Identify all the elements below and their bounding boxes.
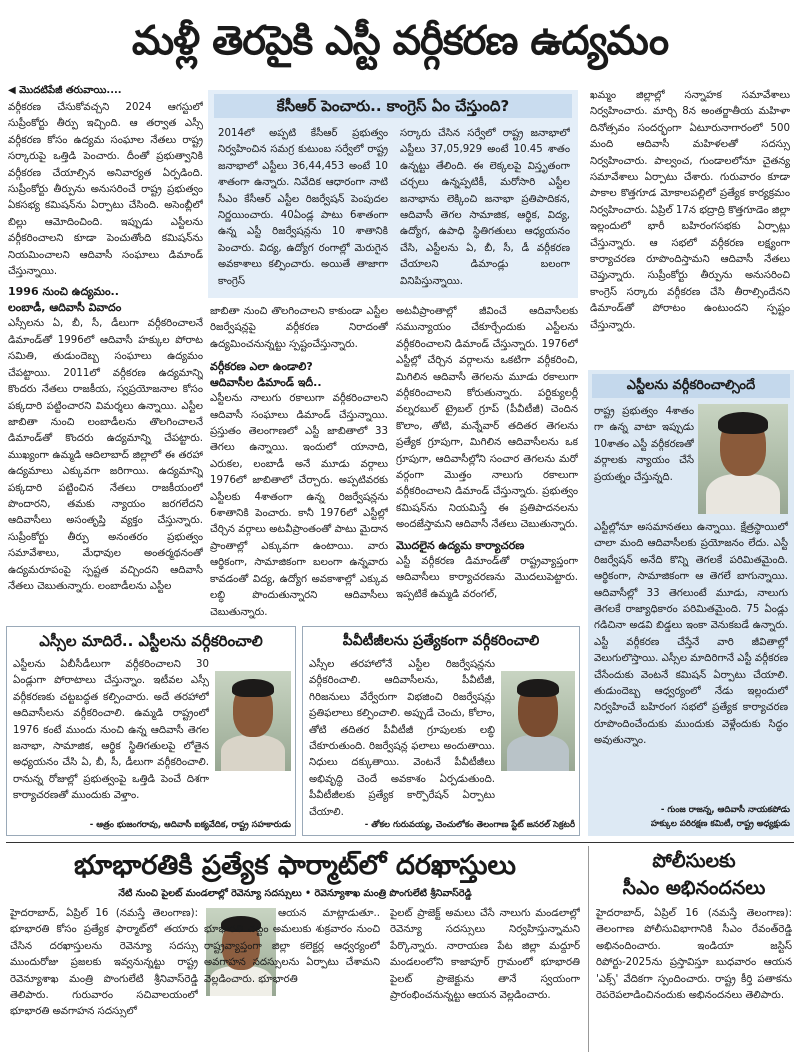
- bhubharathi-subhead: నేటి నుంచి పైలట్ మండలాల్లో రెవెన్యూ సదస్సులు • రెవెన్యూశాఖ మంత్రి పొంగులేటి శ్రీనివాస్‌రెడ్డి: [118, 888, 472, 899]
- column-1-body: ఎస్సీలను ఏ, బీ, సీ, డీలుగా వర్గీకరించాలనే డిమాండ్‌తో 1996లో ఆదివాసీ హక్కుల పోరాట సమితి, తుడుందెబ్బ సంఘాలు ఉద్యమం చేపట్టాయి. 2011లో వర్గీకరణ ఉద్యమాన్ని కొందరు నేతలు రాజకీయ, స్వప్రయోజనాల కోసం పక్కదారి పట్టించారని విమర్శలు ఉన్నాయి. ఎస్టీల జాబితా నుంచి లంబాడీలను తొలగించాలనే డిమాండ్‌తో కొందరు ఉద్యమాన్ని చేపట్టారు. ముఖ్యంగా ఉమ్మడి ఆదిలాబాద్ జిల్లాలో ఈ తరహా ఉద్యమాలు ఎక్కువగా జరిగాయి. ఉద్యమాన్ని పక్కదారి పట్టించిన నేతలు రాజకీయంలో పొందారని, తమకు న్యాయం జరగలేదని ఆదివాసీలు అసంతృప్తి వ్యక్తం చేస్తున్నారు. సుప్రీంకోర్టు తీర్పు అనంతరం ప్రభుత్వం సమావేశాలు, మేధావుల అంతర్మథనంతో ఉద్యమరూపంపై స్పష్టత వచ్చిందని ఆదివాసీ నేతలు చెబుతున్నారు. లంబాడీలను ఎస్టీల: [8, 318, 203, 592]
- photo-atram-bhujangarao: [215, 671, 291, 771]
- bhubharathi-col-c: పైలట్ ప్రాజెక్ట్ అమలు చేసే నాలుగు మండలాల్లో రెవెన్యూ సదస్సులు నిర్వహిస్తున్నామని పేర్కొన్నారు. నారాయణ పేట జిల్లా మద్దూర్ మండలంలోని కాజాపూర్ గ్రామంలో భూభారతి పైలట్ ప్రాజెక్టును తానే స్వయంగా ప్రారంభించనున్నట్టు ఆయన వెల్లడించారు.: [390, 908, 580, 1002]
- quote-left-text: ఎస్టీలను ఏబీసీడీలుగా వర్గీకరించాలని 30 ఏండ్లుగా పోరాటాలు చేస్తున్నాం. ఇటీవల ఎస్సీ వర్గీకరణకు చట్టబద్ధత కల్పించారు. అదే తరహాలో ఆదివాసీలను వర్గీకరించాలి. ఉమ్మడి రాష్ట్రంలో 1976 కంటే ముందు నుంచి ఉన్న ఆదివాసీ తెగల జనాభా, సామాజిక, ఆర్థిక స్థితిగతులపై లోతైన అధ్యయనం చేసి ఏ, బీ, సీ, డీలుగా వర్గీకరించాలి. రానున్న రోజుల్లో ప్రభుత్వంపై ఒత్తిడి పెంచే దిశగా కార్యాచరణతో ముందుకు వెళ్తాం.: [13, 659, 209, 802]
- photo-tokala-guruvayya: [501, 671, 575, 771]
- police-headline-2: సీఎం అభినందనలు: [622, 877, 766, 899]
- column-2: [210, 304, 388, 620]
- quote-mid: [302, 626, 580, 836]
- column-3: [396, 304, 578, 620]
- column-3-para2: ఎస్టీ వర్గీకరణ డిమాండ్‌తో రాష్ట్రవ్యాప్తంగా ఆదివాసీలు కార్యాచరణను మొదలుపెట్టారు. ఇప్పటికే ఉమ్మడి వరంగల్,: [396, 556, 578, 600]
- kcr-box-right: సర్కారు చేసిన సర్వేలో రాష్ట్ర జనాభాలో ఎస్టీలు 37,05,929 అంటే 10.45 శాతం ఉన్నట్టు తేలింది. ఈ లెక్కలపై విస్తృతంగా చర్చలు ఉన్నప్పటికీ, మరోసారి ఎస్టీల జనాభాను లెక్కించి జనాభా ప్రతిపాదికన, ఆదివాసీ తెగల సామాజిక, ఆర్థిక, విద్య, ఉద్యోగ, ఉపాధి స్థితిగతులు ఆధ్యయనం చేసి, ఎస్టీలను ఏ, బీ, సీ, డీ వర్గీకరణ చేయాలని డిమాండ్లు బలంగా వినిపిస్తున్నాయి.: [400, 128, 570, 287]
- quote-left-credit: - ఆత్రం భుజంగరావు, ఆదివాసీ ఐక్యవేదిక, రాష్ట్ర సహకారుడు: [89, 820, 291, 830]
- main-headline: మళ్లీ తెరపైకి ఎస్టీ వర్గీకరణ ఉద్యమం: [131, 18, 669, 64]
- arrow-icon: ◀: [8, 85, 20, 96]
- police-text: హైదరాబాద్, ఏప్రిల్ 16 (నమస్తే తెలంగాణ): తెలంగాణ పోలీసువిభాగానికి సీఎం రేవంత్‌రెడ్డి అభినందించారు. ఇండియా జస్టిస్ రిపోర్టు-2025ను ప్రస్తావిస్తూ బుధవారం ఆయన 'ఎక్స్' వేదికగా స్పందించారు. రాష్ట్ర కీర్తి పతాకను రెపరెపలాడించినందుకు అభినందనలు తెలిపారు.: [596, 908, 792, 1002]
- kcr-box-title: కేసీఆర్ పెంచారు.. కాంగ్రెస్ ఏం చేస్తుంది?: [214, 94, 572, 118]
- subhead-action: మొదలైన ఉద్యమ కార్యాచరణ: [396, 539, 525, 552]
- bottom-divider: [588, 846, 589, 1052]
- kcr-box: [208, 90, 578, 298]
- quote-mid-credit: - తోకల గురువయ్య, చెంచులోకం తెలంగాణ స్టేట్ జనరల్ సెక్రటరీ: [364, 820, 575, 830]
- kicker: ◀ మొదటిపేజీ తరువాయి....: [8, 85, 122, 96]
- quote-mid-title: పీవీటీజీలను ప్రత్యేకంగా వర్గీకరించాలి: [342, 633, 540, 649]
- kcr-box-left: 2014లో అప్పటి కేసీఆర్ ప్రభుత్వం నిర్వహించిన సమగ్ర కుటుంబ సర్వేలో రాష్ట్ర జనాభాలో ఎస్టీలు 36,44,453 అంటే 10 శాతంగా ఉన్నారు. నివేదిక ఆధారంగా నాటి సీఎం కేసీఆర్ ఎస్టీల రిజర్వేషన్ పెంపుదల నిర్ణయించారు. 40ఏండ్ల పాటు 6శాతంగా ఉన్న ఎస్టీ రిజర్వేషన్లను 10 శాతానికి పెంచారు. విద్య, ఉద్యోగ రంగాల్లో మెరుగైన అవకాశాలు కల్పించారు. అయితే తాజాగా కాంగ్రెస్: [218, 128, 388, 287]
- quote-right-text-top: రాష్ట్ర ప్రభుత్వం 4శాతం గా ఉన్న వాటా ఇప్పుడు 10శాతం ఎస్టీ వర్గీకరణతో వర్గాలకు న్యాయం చేసే ప్రయత్నం చేస్తున్నది.: [594, 406, 694, 483]
- quote-left-title: ఎస్సీల మాదిరే.. ఎస్టీలను వర్గీకరించాలి: [39, 632, 263, 650]
- bhubharathi-col-b: ఆయన మాట్లాడుతూ.. భూభారతి చట్టం అమలుకు శుక్రవారం నుంచి రాష్ట్రవ్యాప్తంగా జిల్లా కలెక్టర్ల ఆధ్వర్యంలో అవగాహన సదస్సులను ఏర్పాటు చేశామని వెల్లడించారు. భూభారతి: [204, 908, 380, 985]
- quote-right-credit-2: హక్కుల పరిరక్షణ కమిటీ, రాష్ట్ర అధ్యక్షుడు: [650, 819, 790, 829]
- section-divider: [6, 842, 794, 843]
- subhead-demand: ఆదివాసీల డిమాండ్ ఇదీ..: [210, 376, 322, 390]
- quote-right-credit-1: - గుంజ రాజన్న, ఆదివాసీ నాయకపోడు: [660, 805, 790, 815]
- quote-left: [6, 626, 296, 836]
- column-4-body: ఖమ్మం జిల్లాల్లో సన్నాహక సమావేశాలు నిర్వహించారు. మార్చి 8న అంతర్జాతీయ మహిళా దినోత్సవం సందర్భంగా ఏటూరునాగారంలో 500 మంది ఆదివాసీ మహిళలతో సదస్సు నిర్వహించారు. పాల్వంచ, గుండాలలోనూ చైతన్య సమావేశాలు ఏర్పాటు చేశారు. గురువారం కూడా పాకాల కొత్తగూడ మోకాలపల్లిలో ప్రత్యేక కార్యక్రమం నిర్వహించారు. ఏప్రిల్ 17న భద్రాద్రి కొత్తగూడెం జిల్లా ఇల్లందులో భారీ బహిరంగసభకు ఏర్పాట్లు చేస్తున్నారు. ఆ సభలో వర్గీకరణ లక్ష్యంగా కార్యాచరణ రూపొందిస్తామని ఆదివాసీ నేతలు చెప్తున్నారు. సుప్రీంకోర్టు తీర్పును అనుసరించి కాంగ్రెస్ సర్కారు వర్గీకరణ చేసి తీరాల్సిందేనని డిమాండ్‌తో పోరాటం ఉంటుందని స్పష్టం చేస్తున్నారు.: [590, 90, 790, 331]
- column-2-para1: జాబితా నుంచి తొలగించాలని కాకుండా ఎస్టీల రిజర్వేషన్లపై వర్గీకరణ నిరాదంతో ఉద్యమించనున్నట్టు స్పష్టంచేస్తున్నారు.: [210, 306, 388, 350]
- police-headline-1: పోలీసులకు: [652, 850, 736, 872]
- column-4: [590, 88, 790, 350]
- quote-right-text: ఎస్టీల్లోనూ అసమానతలు ఉన్నాయి. క్షేత్రస్థాయిలో చాలా మంది ఆదివాసీలకు ప్రయోజనం లేదు. ఎస్టీ రిజర్వేషన్ అనేది కొన్ని తెగలకే పరిమితమైంది. ఆర్థికంగా, సామాజికంగా ఆ తెగలే బాగున్నాయి. ఆదివాసీల్లో 33 తెగలుంటే మూడు, నాలుగు తెగలకే రాజ్యాధికారం పరిమితమైంది. 75 ఏండ్లు గడిచినా అడవి బిడ్డలు ఇంకా వెనుకబడే ఉన్నారు. ఎస్టీ వర్గీకరణ చేస్తేనే వారి జీవితాల్లో వెలుగులొస్తాయి. ఎస్సీల మాదిరిగానే ఎస్టీ వర్గీకరణ చేసేందుకు వెంటనే కమిషన్ ఏర్పాటు చేయాలి. తుడుందెబ్బ ఆధ్వర్యంలో నేడు ఇల్లందులో నిర్వహించే బహిరంగ సభలో ప్రత్యేక కార్యాచరణ రూపొందించేందుకు ముందుకు వెళ్లేందుకు సిద్ధం అవుతున్నాం.: [594, 522, 788, 747]
- bhubharathi-col-a: హైదరాబాద్, ఏప్రిల్ 16 (నమస్తే తెలంగాణ): భూభారతి కోసం ప్రత్యేక ఫార్మాట్‌లో తయారు చేసిన దరఖాస్తులను రెవెన్యూ సదస్సు ముందురోజు ప్రజలకు ఇవ్వనున్నట్టు రాష్ట్ర రెవెన్యూశాఖ మంత్రి పొంగులేటి శ్రీనివాస్‌రెడ్డి తెలిపారు. గురువారం సచివాలయంలో భూభారతి అవగాహన సదస్సులో: [10, 908, 198, 1018]
- photo-gunja-rajanna: [698, 404, 788, 514]
- quote-right-title: ఎస్టీలను వర్గీకరించాల్సిందే: [592, 374, 790, 398]
- subhead-lambadi: లంబాడీ, ఆదివాసీ వివాదం: [8, 301, 122, 315]
- intro-paragraph: వర్గీకరణ చేసుకోవచ్చని 2024 ఆగస్టులో సుప్రీంకోర్టు తీర్పు ఇచ్చింది. ఆ తర్వాత ఎస్సీ వర్గీకరణ కోసం ఉద్యమ సంఘాల నేతలు రాష్ట్ర సర్కారుపై ఒత్తిడి పెంచారు. దీంతో ప్రభుత్వానికి వర్గీకరణ చేయాల్సిన అనివార్యత ఏర్పడింది. సుప్రీంకోర్టు తీర్పును అనుసరించే రాష్ట్ర ప్రభుత్వం ఏకసభ్య కమిషన్‌ను ఏర్పాటు చేసింది. అసెంబ్లీలో బిల్లు ఆమోదించింది. ఇప్పుడు ఎస్టీలను వర్గీకరించాలని కూడా పెంచుతోంది కమిషన్‌ను నియమించాలని ఆదివాసీ సంఘాలు డిమాండ్ చేస్తున్నాయి.: [8, 102, 203, 278]
- bhubharathi-headline: భూభారతికి ప్రత్యేక ఫార్మాట్‌లో దరఖాస్తులు: [74, 850, 516, 881]
- subhead-1996: 1996 నుంచి ఉద్యమం..: [8, 285, 119, 299]
- column-1: [8, 84, 203, 620]
- column-2-para2: ఎస్టీలను నాలుగు రకాలుగా వర్గీకరించాలని ఆదివాసీ సంఘాలు డిమాండ్ చేస్తున్నాయి. ప్రస్తుతం తెలంగాణలో ఎస్టీ జాబితాలో 33 తెగలు ఉన్నాయి. ఇందులో యానాది, ఎరుకల, లంబాడీ అనే మూడు వర్గాలు 1976లో జాబితాలో చేర్చారు. అప్పటివరకు ఎస్టీలకు 4శాతంగా ఉన్న రిజర్వేషన్లను 6శాతానికి పెంచారు. కానీ 1976లో ఎస్టీల్లో చేర్చిన వర్గాలు అటవీప్రాంతంతో పాటు మైదాన ప్రాంతాల్లో ఎక్కువగా ఉంటాయి. వారు ఆర్థికంగా, సామాజికంగా బలంగా ఉన్నవారు కావడంతో విద్య, ఉద్యోగ అవకాశాల్లో ఎక్కువ లబ్ధి పొందుతున్నారని ఆదివాసీలు చెబుతున్నారు.: [210, 393, 388, 618]
- quote-mid-text: ఎస్సీల తరహాలోనే ఎస్టీల రిజర్వేషన్లను వర్గీకరించాలి. ఆదివాసీలను, పీవీటీజీ, గిరిజనులు వేర్వేరుగా విభజించి రిజర్వేషన్లు ప్రతిఫలాలు కల్పించాలి. అప్పుడే చెంచు, కోలాం, తోటి తదితర పీవీటీజీ గ్రూపులకు లబ్ధి చేకూరుతుంది. రిజర్వేషన్ల ఫలాలు అందుతాయి. నిధులు దక్కుతాయి. వెంటనే పీవీటీజీలు అభివృద్ధి చెందే అవకాశం ఏర్పడుతుంది. పీవీటీజీలకు ప్రత్యేక కార్పొరేషన్ ఏర్పాటు చేయాలి.: [309, 659, 495, 817]
- quote-right: [588, 370, 794, 836]
- column-3-para1: అటవీప్రాంతాల్లో జీవించే ఆదివాసీలకు సమున్యాయం చేకూర్చేందుకు ఎస్టీలను వర్గీకరించాలని డిమాండ్ చేస్తున్నారు. 1976లో ఎస్టీల్లో చేర్చిన వర్గాలను ఒకటిగా వర్గీకరించి, మిగిలిన ఆదివాసీ తెగలను మూడు రకాలుగా వర్గీకరించాలని కోరుతున్నారు. పర్టిక్యులర్లీ వల్నరబుల్ ట్రైబల్ గ్రూప్ (పీవీటీజీ) చెందిన కొలాం, తోటి, మన్నేవార్ తదితర తెగలను ప్రత్యేక గ్రూపుగా, మిగిలిన ఆదివాసీలను ఒక గ్రూపుగా, ఆదివాసీల్లోని సంచార తెగలను మరో వర్గంగా మొత్తం నాలుగు రకాలుగా వర్గీకరించాలని డిమాండ్ చేస్తున్నారు. ప్రభుత్వం కమిషన్‌ను నియమిస్తే ఈ ప్రతిపాదనలను అందజేస్తామని ఆదివాసీ నేతలు చెబుతున్నారు.: [396, 306, 578, 531]
- subhead-how: వర్గీకరణ ఎలా ఉండాలి?: [210, 360, 313, 374]
